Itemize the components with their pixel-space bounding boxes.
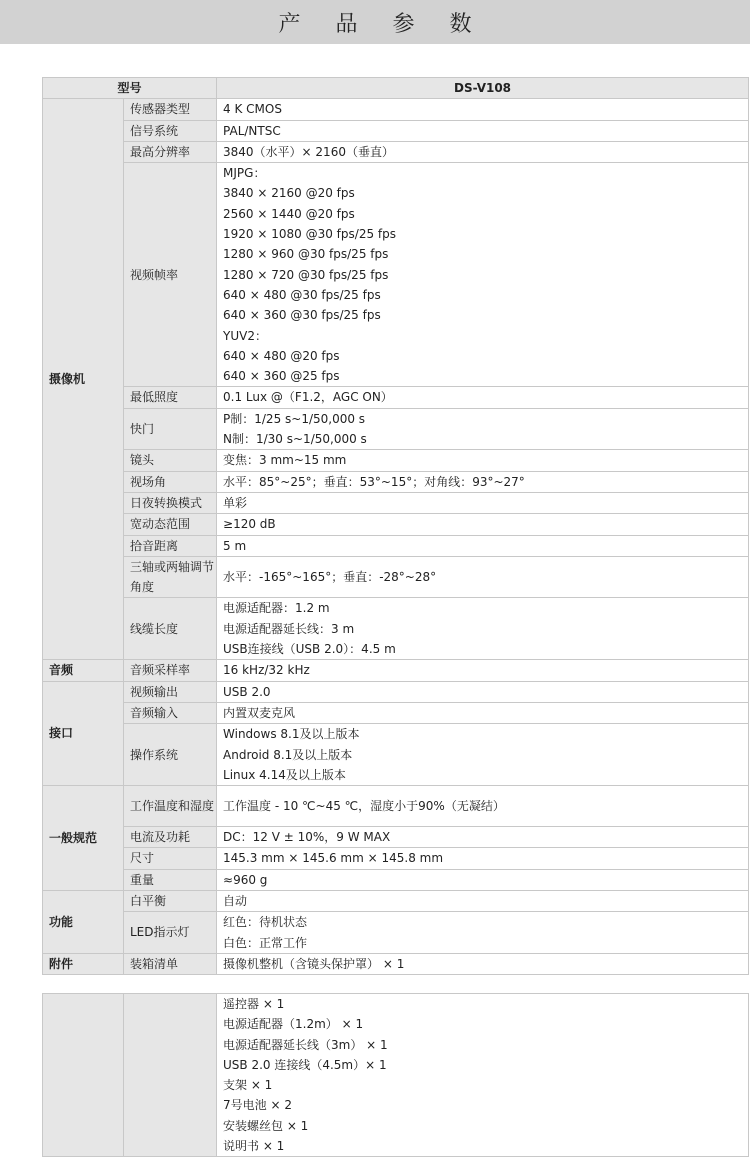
spec-label: 拾音距离 [124, 535, 217, 556]
spec-label: 音频采样率 [124, 660, 217, 681]
model-value: DS-V108 [217, 78, 749, 99]
accessory-item: 说明书 × 1 [223, 1139, 285, 1154]
spec-value [217, 141, 749, 162]
spec-row [43, 681, 749, 702]
spec-row [43, 514, 749, 535]
spec-label: 最低照度 [124, 387, 217, 408]
spec-row [43, 598, 749, 660]
accessory-item: USB 2.0 连接线（4.5m）× 1 [223, 1057, 387, 1072]
accessory-item: 遥控器 × 1 [223, 997, 285, 1011]
spec-value [217, 869, 749, 890]
empty-group-cell [43, 994, 124, 1157]
spec-row [43, 450, 749, 471]
spec-value [217, 408, 749, 450]
spec-value-line: 16 kHz/32 kHz [223, 663, 310, 678]
accessory-items [217, 994, 749, 1157]
spec-label: 最高分辨率 [124, 141, 217, 162]
accessory-item: 7号电池 × 2 [223, 1098, 292, 1113]
spec-value [217, 556, 749, 598]
spec-value-line: Android 8.1及以上版本 [223, 747, 353, 762]
spec-value [217, 848, 749, 869]
spec-row [43, 702, 749, 723]
spec-value-line: 水平：-165°~165°；垂直：-28°~28° [223, 569, 437, 584]
spec-value [217, 492, 749, 513]
spec-value-line: 单彩 [223, 495, 248, 510]
spec-label: 线缆长度 [124, 598, 217, 660]
spec-row [43, 387, 749, 408]
spec-row [43, 556, 749, 598]
group-audio: 音频 [43, 660, 124, 681]
spec-label: 白平衡 [124, 890, 217, 911]
spec-value [217, 450, 749, 471]
spec-value-line: 3840 × 2160 @20 fps [223, 186, 355, 201]
accessories-continued-row [43, 994, 749, 1157]
spec-value-line: PAL/NTSC [223, 123, 281, 138]
spec-value [217, 99, 749, 120]
spec-value-line: YUV2： [223, 328, 267, 343]
spec-value [217, 514, 749, 535]
spec-label: 电流及功耗 [124, 827, 217, 848]
spec-row [43, 890, 749, 911]
accessories-continued-table [42, 993, 749, 1157]
model-label: 型号 [43, 78, 217, 99]
spec-value-line: 1280 × 720 @30 fps/25 fps [223, 267, 389, 282]
spec-value-line: 电源适配器：1.2 m [223, 601, 330, 616]
spec-value-line: USB 2.0 [223, 684, 271, 699]
spec-table [42, 77, 749, 975]
spec-value-line: MJPG： [223, 166, 266, 181]
group-camera: 摄像机 [43, 99, 124, 660]
spec-value-line: 2560 × 1440 @20 fps [223, 206, 355, 221]
spec-value [217, 387, 749, 408]
spec-value-line: 白色：正常工作 [223, 935, 308, 950]
spec-value-line: 红色：待机状态 [223, 915, 308, 930]
spec-value-line: N制：1/30 s~1/50,000 s [223, 432, 367, 447]
spec-value-line: ≈960 g [223, 872, 268, 887]
spec-label: 音频输入 [124, 702, 217, 723]
spec-row [43, 660, 749, 681]
spec-value-line: Linux 4.14及以上版本 [223, 767, 346, 782]
spec-label: 镜头 [124, 450, 217, 471]
accessory-item: 支架 × 1 [223, 1078, 273, 1093]
group-accessories: 附件 [43, 953, 124, 974]
empty-label-cell [124, 994, 217, 1157]
spec-value [217, 702, 749, 723]
spec-value-line: 工作温度 - 10 ℃~45 ℃，湿度小于90%（无凝结） [223, 798, 505, 813]
spec-value-line: 内置双麦克风 [223, 705, 296, 720]
spec-value-line: 水平：85°~25°；垂直：53°~15°；对角线：93°~27° [223, 474, 525, 489]
spec-row [43, 141, 749, 162]
page-title: 产 品 参 数 [278, 11, 486, 37]
spec-row [43, 953, 749, 974]
spec-value [217, 827, 749, 848]
spec-value-line: DC：12 V ± 10%，9 W MAX [223, 830, 391, 845]
spec-value-line: ≥120 dB [223, 517, 276, 532]
spec-label: 日夜转换模式 [124, 492, 217, 513]
spec-value-line: 3840（水平）× 2160（垂直） [223, 144, 394, 159]
spec-value [217, 681, 749, 702]
spec-value-line: 640 × 360 @30 fps/25 fps [223, 308, 381, 323]
accessory-item: 电源适配器延长线（3m） × 1 [223, 1037, 388, 1052]
spec-value-line: 自动 [223, 893, 248, 908]
spec-value-line: 1280 × 960 @30 fps/25 fps [223, 247, 389, 262]
spec-row [43, 163, 749, 387]
spec-value [217, 598, 749, 660]
spec-label: 装箱清单 [124, 953, 217, 974]
spec-value [217, 535, 749, 556]
spec-value-line: 5 m [223, 538, 247, 553]
spec-row [43, 912, 749, 954]
spec-value [217, 786, 749, 827]
spec-value [217, 890, 749, 911]
spec-value [217, 724, 749, 786]
title-banner [0, 0, 750, 44]
spec-value [217, 660, 749, 681]
spec-label: 传感器类型 [124, 99, 217, 120]
spec-value-line: 1920 × 1080 @30 fps/25 fps [223, 227, 396, 242]
spec-row [43, 99, 749, 120]
spec-row [43, 120, 749, 141]
group-interface: 接口 [43, 681, 124, 785]
spec-value [217, 471, 749, 492]
spec-value-line: 变焦：3 mm~15 mm [223, 453, 347, 468]
spec-label: 重量 [124, 869, 217, 890]
spec-label: 视频输出 [124, 681, 217, 702]
spec-row [43, 786, 749, 827]
spec-value-line: 640 × 480 @20 fps [223, 348, 340, 363]
spec-value-line: 640 × 360 @25 fps [223, 369, 340, 384]
spec-label: 尺寸 [124, 848, 217, 869]
accessory-item: 电源适配器（1.2m） × 1 [223, 1017, 364, 1032]
spec-label: 视场角 [124, 471, 217, 492]
group-function: 功能 [43, 890, 124, 953]
spec-row [43, 535, 749, 556]
spec-label: 信号系统 [124, 120, 217, 141]
group-general: 一般规范 [43, 786, 124, 891]
table-header-row [43, 78, 749, 99]
spec-label: 视频帧率 [124, 163, 217, 387]
spec-row [43, 492, 749, 513]
accessory-item: 安装螺丝包 × 1 [223, 1118, 309, 1133]
spec-value-line: 电源适配器延长线：3 m [223, 621, 355, 636]
spec-value-line: 640 × 480 @30 fps/25 fps [223, 287, 381, 302]
spec-value-line: Windows 8.1及以上版本 [223, 727, 360, 742]
spec-value: 摄像机整机（含镜头保护罩） × 1 [217, 953, 749, 974]
spec-label: 快门 [124, 408, 217, 450]
spec-row [43, 471, 749, 492]
spec-value-line: 145.3 mm × 145.6 mm × 145.8 mm [223, 851, 444, 866]
spec-row [43, 408, 749, 450]
spec-value [217, 120, 749, 141]
spec-value-line: 0.1 Lux @（F1.2，AGC ON） [223, 390, 393, 405]
spec-label: 宽动态范围 [124, 514, 217, 535]
spec-row [43, 724, 749, 786]
spec-value-line: USB连接线（USB 2.0）：4.5 m [223, 642, 396, 657]
spec-row [43, 848, 749, 869]
spec-value-line: P制：1/25 s~1/50,000 s [223, 411, 366, 426]
spec-row [43, 827, 749, 848]
spec-value-line: 4 K CMOS [223, 102, 282, 117]
spec-label: 工作温度和湿度 [124, 786, 217, 827]
spec-label: LED指示灯 [124, 912, 217, 954]
spec-value [217, 163, 749, 387]
spec-value [217, 912, 749, 954]
spec-label: 操作系统 [124, 724, 217, 786]
spec-label: 三轴或两轴调节角度 [124, 556, 217, 598]
spec-row [43, 869, 749, 890]
